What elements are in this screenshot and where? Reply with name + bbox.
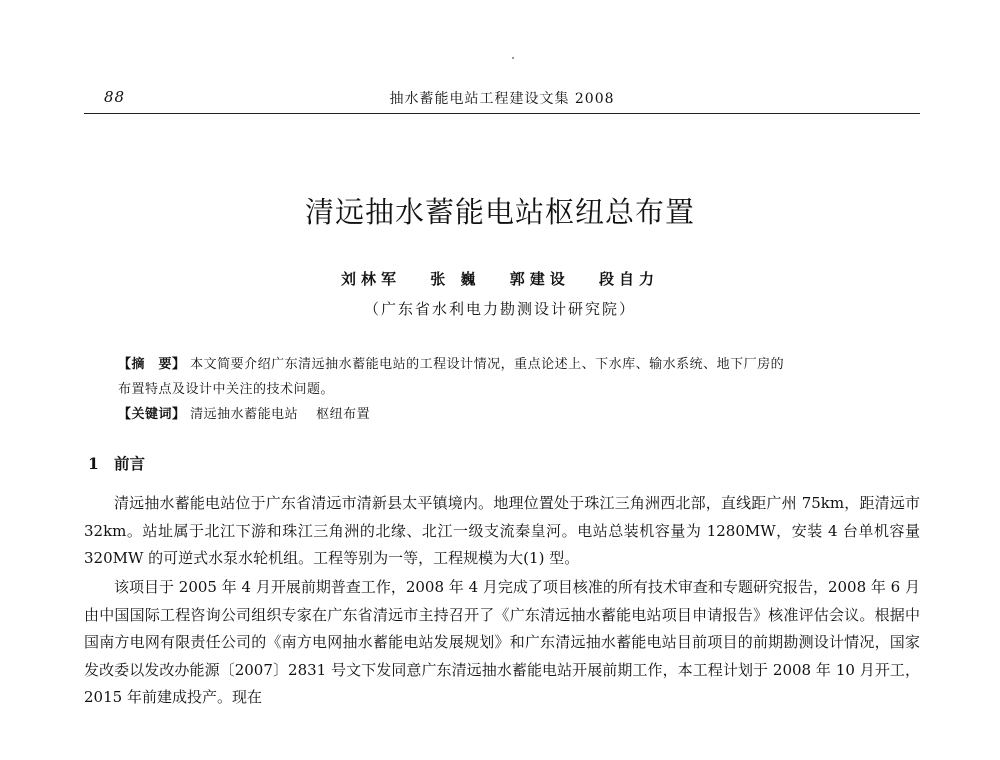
section-number: 1 <box>88 454 99 473</box>
abstract-line <box>118 352 903 377</box>
page-number: 88 <box>104 88 126 106</box>
author: 刘林军 <box>341 270 402 288</box>
abstract-block <box>118 352 903 427</box>
abstract-text: 本文简要介绍广东清远抽水蓄能电站的工程设计情况，重点论述上、下水库、输水系统、地下厂房的 <box>190 357 785 372</box>
body-text <box>84 490 920 713</box>
abstract-label: 【摘 要】 <box>118 357 186 372</box>
section-heading <box>88 452 145 474</box>
abstract-line <box>118 377 903 402</box>
paragraph: 该项目于 2005 年 4 月开展前期普查工作，2008 年 4 月完成了项目核准的所有技术审查和专题研究报告，2008 年 6 月由中国国际工程咨询公司组织专家在广东省清远市主持召开了《广东清远抽水蓄能电站项目申请报告》核准评估会议。根据中国南方电网有限责任公司的《南方电网抽水蓄能电站发展规划》和广东清远抽水蓄能电站目前项目的前期勘测设计情况，国家发改委以发改办能源〔2007〕2831 号文下发同意广东清远抽水蓄能电站开展前期工作，本工程计划于 2008 年 10 月开工，2015 年前建成投产。现在 <box>84 578 920 706</box>
keywords-line <box>118 402 903 427</box>
author: 张 巍 <box>430 270 481 288</box>
paragraph: 清远抽水蓄能电站位于广东省清远市清新县太平镇境内。地理位置处于珠江三角洲西北部，直线距广州 75km，距清远市 32km。站址属于北江下游和珠江三角洲的北缘、北江一级支流秦皇河。电站总装机容量为 1280MW，安装 4 台单机容量 320MW 的可逆式水泵水轮机组。工程等别为一等，工程规模为大(1) 型。 <box>84 494 920 567</box>
abstract-text-continued: 布置特点及设计中关注的技术问题。 <box>118 382 335 397</box>
running-header <box>84 86 920 110</box>
author: 郭建设 <box>509 270 570 288</box>
keywords-label: 【关键词】 <box>118 407 186 422</box>
author-list <box>0 268 1000 289</box>
scan-speck <box>512 57 514 59</box>
journal-title: 抽水蓄能电站工程建设文集 2008 <box>389 91 615 107</box>
paper-title: 清远抽水蓄能电站枢纽总布置 <box>304 195 695 229</box>
keyword: 清远抽水蓄能电站 <box>190 407 299 422</box>
section-title: 前言 <box>114 454 146 473</box>
affiliation: （广东省水利电力勘测设计研究院） <box>363 300 636 318</box>
keyword: 枢纽布置 <box>316 407 371 422</box>
author: 段自力 <box>598 270 659 288</box>
header-rule <box>84 113 920 114</box>
